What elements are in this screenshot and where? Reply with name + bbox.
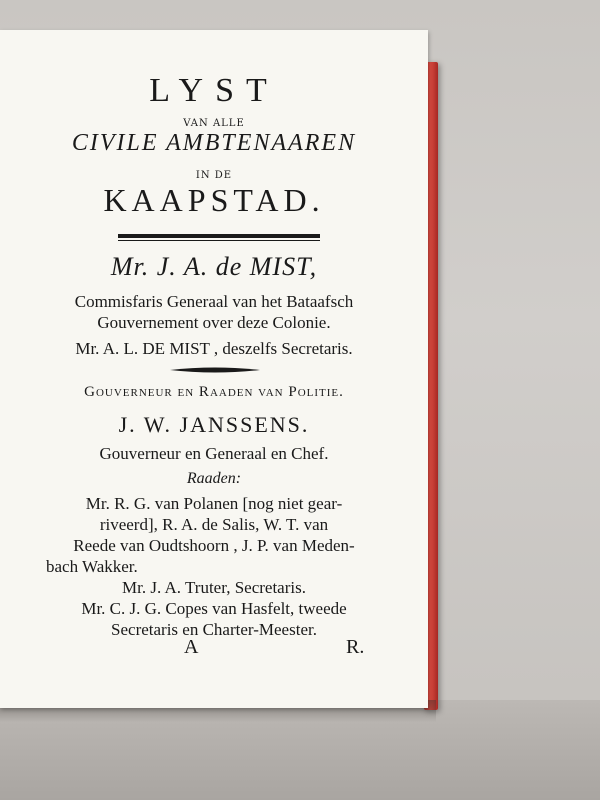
catchword-r: R.	[346, 636, 365, 658]
mist-role-line-1: Commisfaris Generaal van het Bataafsch	[74, 292, 354, 311]
raaden-label: Raaden:	[186, 470, 242, 487]
gouv-heading: Gouverneur en Raaden van Politie.	[84, 384, 344, 400]
ornament-divider	[170, 367, 260, 373]
subtitle-in-de: IN DE	[195, 170, 233, 181]
raaden-line-1: Mr. R. G. van Polanen [nog niet gear-	[85, 494, 343, 513]
mist-role-line-2: Gouvernement over deze Colonie.	[97, 313, 331, 332]
title-lyst: LYST	[149, 72, 279, 109]
title-kaapstad: KAAPSTAD.	[103, 182, 325, 218]
page-content	[0, 30, 428, 708]
janssens-name: J. W. JANSSENS.	[118, 412, 310, 437]
title-civile: CIVILE AMBTENAAREN	[71, 130, 357, 156]
copes-line-1: Mr. C. J. G. Copes van Hasfelt, tweede	[81, 599, 347, 618]
raaden-line-3: Reede van Oudtshoorn , J. P. van Meden-	[73, 536, 355, 555]
book-page	[0, 30, 428, 708]
subtitle-van-alle: VAN ALLE	[183, 118, 245, 129]
divider-thin	[118, 240, 320, 241]
janssens-role: Gouverneur en Generaal en Chef.	[99, 444, 329, 463]
mist-name: Mr. J. A. de MIST,	[110, 252, 318, 281]
raaden-line-4: bach Wakker.	[46, 557, 138, 576]
secretary-line: Mr. A. L. DE MIST , deszelfs Secretaris.	[75, 339, 353, 358]
catchword-a: A	[184, 636, 199, 658]
copes-line-2: Secretaris en Charter-Meester.	[111, 620, 317, 639]
divider-thick	[118, 234, 320, 238]
truter-line: Mr. J. A. Truter, Secretaris.	[122, 578, 306, 597]
raaden-line-2: riveerd], R. A. de Salis, W. T. van	[99, 515, 329, 534]
